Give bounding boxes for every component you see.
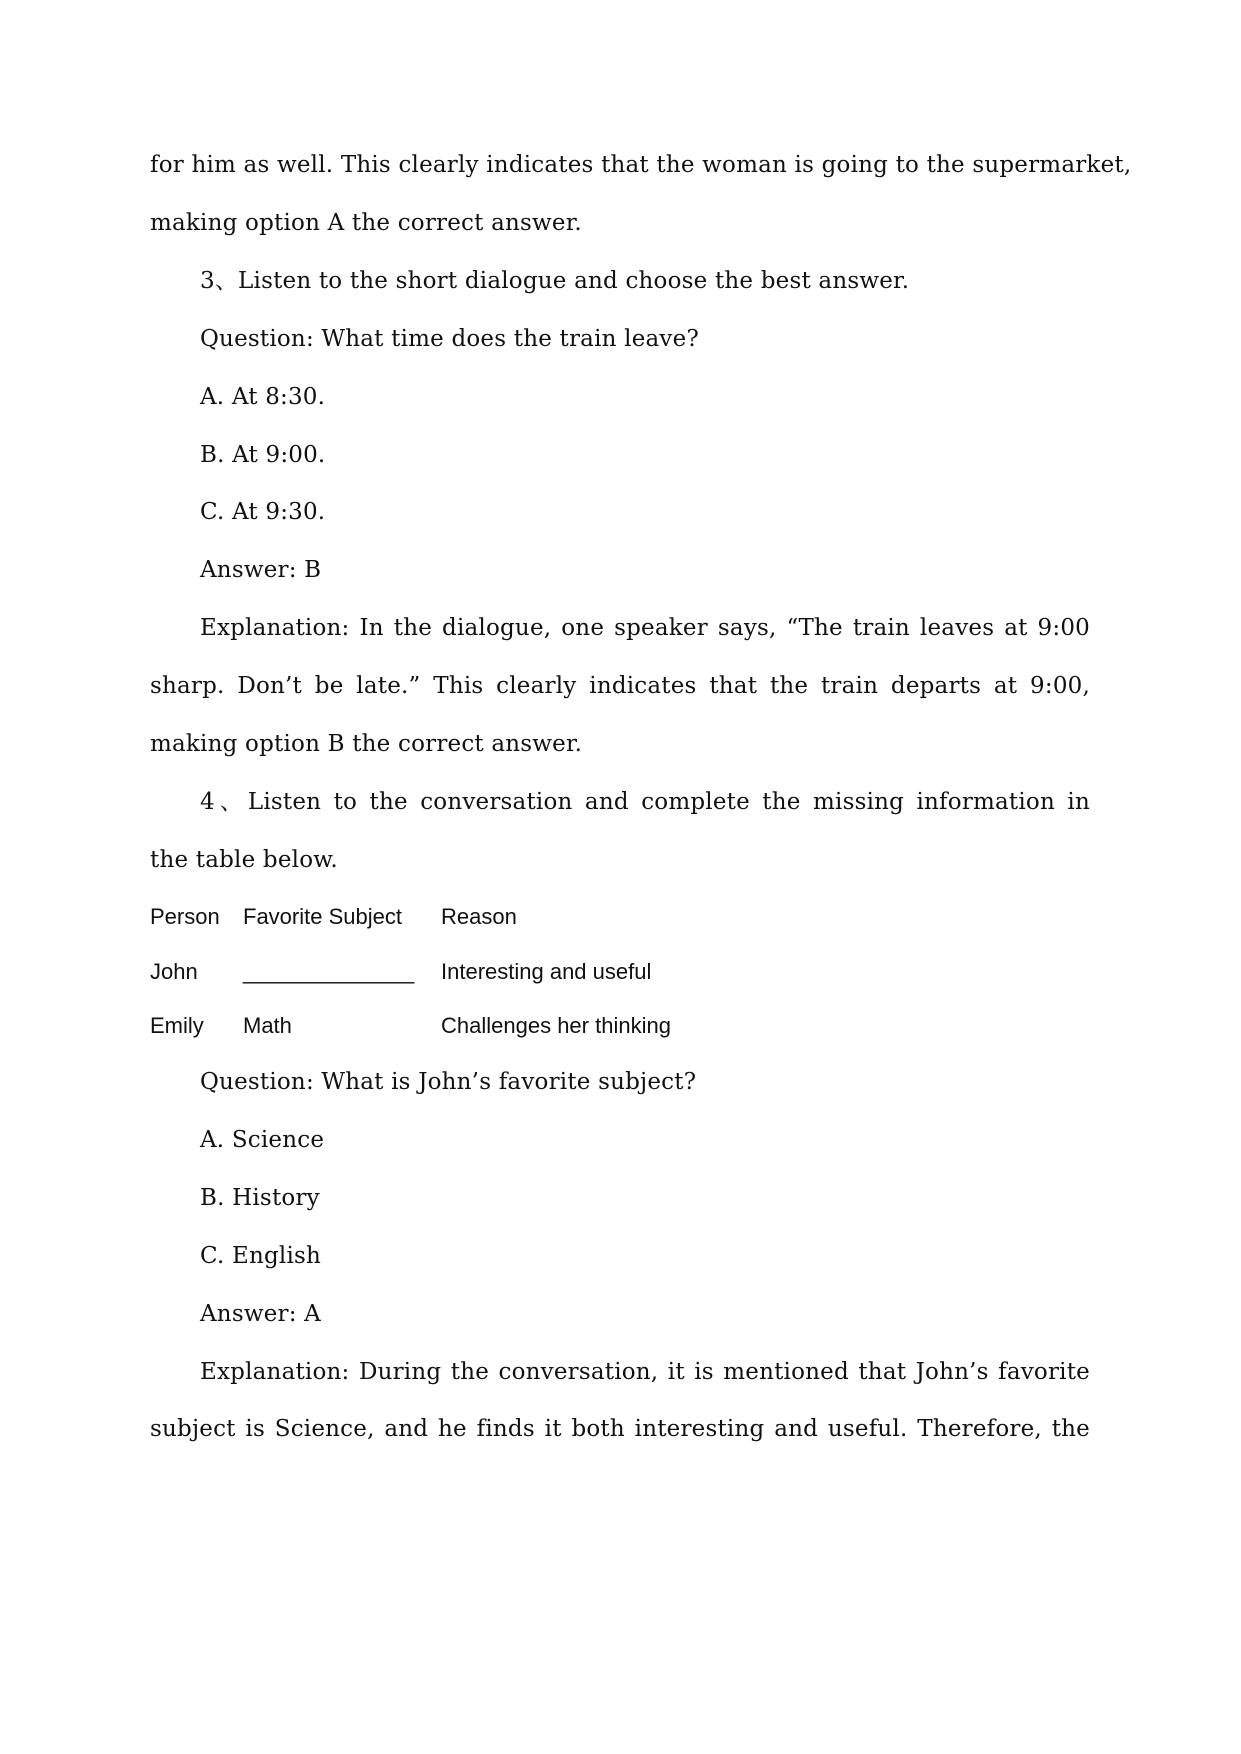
table-header-cell: Person xyxy=(150,904,220,929)
question-3-explanation: making option B the correct answer. xyxy=(150,731,583,757)
question-4-option-b: B. History xyxy=(200,1185,320,1211)
table-header-cell: Favorite Subject xyxy=(243,904,402,929)
question-4-option-c: C. English xyxy=(200,1243,322,1269)
question-3-prompt: Question: What time does the train leave? xyxy=(200,326,699,352)
table-header-cell: Reason xyxy=(441,904,517,929)
question-3-option-a: A. At 8:30. xyxy=(200,384,326,410)
question-3-header: 3、Listen to the short dialogue and choose the best answer. xyxy=(200,268,910,294)
table-cell: Challenges her thinking xyxy=(441,1013,671,1038)
question-4-header: the table below. xyxy=(150,847,338,873)
question-4-explanation: Explanation: During the conversation, it is mentioned that John’s favorite xyxy=(200,1359,1090,1385)
paragraph-line: for him as well. This clearly indicates that the woman is going to the supermarket, xyxy=(150,152,1132,178)
question-4-answer: Answer: A xyxy=(200,1301,321,1327)
question-4-option-a: A. Science xyxy=(200,1127,325,1153)
table-cell: Emily xyxy=(150,1013,204,1038)
question-4-header: 4、Listen to the conversation and complete the missing information in xyxy=(200,789,1090,815)
table-cell: Interesting and useful xyxy=(441,959,652,984)
question-4-prompt: Question: What is John’s favorite subject? xyxy=(200,1069,697,1095)
table-blank-cell: ______________ xyxy=(243,959,415,984)
paragraph-line: making option A the correct answer. xyxy=(150,210,582,236)
question-3-explanation: Explanation: In the dialogue, one speaker says, “The train leaves at 9:00 xyxy=(200,615,1090,641)
question-3-answer: Answer: B xyxy=(200,557,322,583)
question-4-explanation: subject is Science, and he finds it both interesting and useful. Therefore, the xyxy=(150,1416,1090,1442)
question-3-explanation: sharp. Don’t be late.” This clearly indicates that the train departs at 9:00, xyxy=(150,673,1090,699)
table-cell: John xyxy=(150,959,198,984)
table-cell: Math xyxy=(243,1013,292,1038)
question-3-option-b: B. At 9:00. xyxy=(200,442,326,468)
question-3-option-c: C. At 9:30. xyxy=(200,499,326,525)
